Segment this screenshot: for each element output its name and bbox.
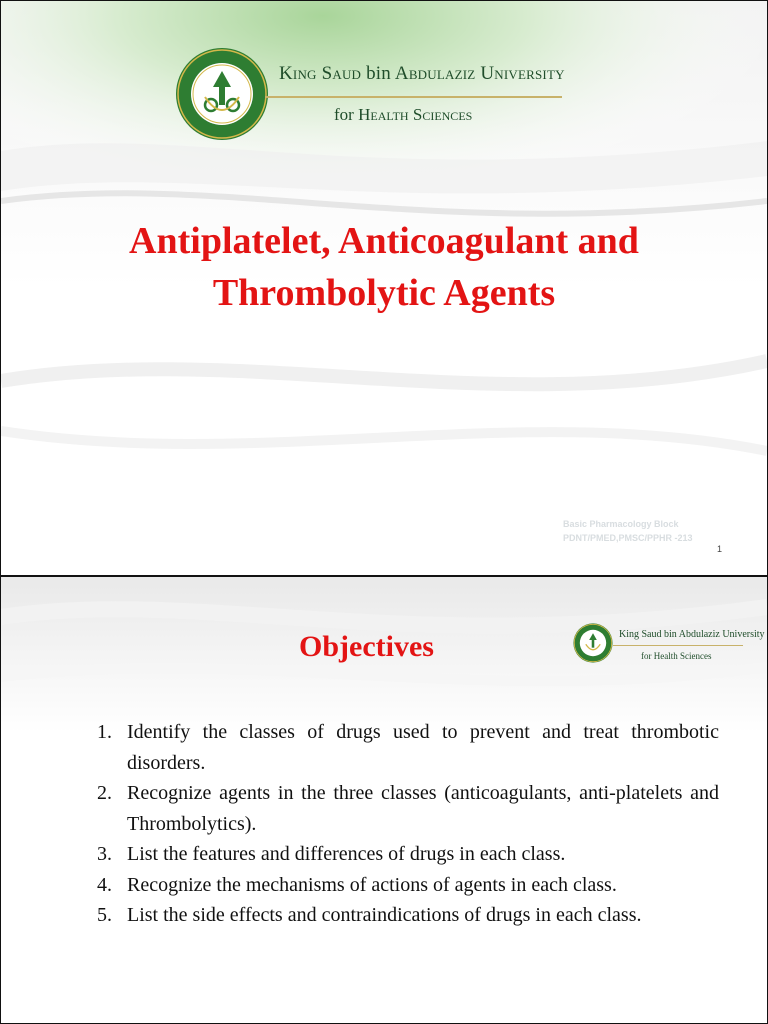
university-name-line1: King Saud bin Abdulaziz University (279, 63, 565, 84)
university-divider (265, 96, 562, 98)
item-number: 3. (97, 843, 112, 865)
item-text: Recognize the mechanisms of actions of agents in each class. (127, 873, 617, 896)
course-footer (563, 517, 693, 545)
course-codes: PDNT/PMED,PMSC/PPHR -213 (563, 533, 693, 543)
university-name-small-line2: for Health Sciences (641, 651, 712, 661)
list-item (97, 717, 719, 778)
objectives-slide (0, 576, 768, 1024)
title-line-2: Thrombolytic Agents (212, 272, 556, 314)
list-item (97, 778, 719, 839)
objectives-title: Objectives (299, 630, 434, 663)
university-name-small-line1: King Saud bin Abdulaziz University (619, 629, 765, 640)
slide-title (1, 215, 767, 319)
university-name-line2: for Health Sciences (334, 105, 473, 124)
university-seal (175, 47, 269, 141)
item-text: List the side effects and contraindications of drugs in each class. (127, 904, 642, 926)
item-text: Recognize agents in the three classes (anticoagulants, anti-platelets and Thrombolytics). (127, 782, 719, 835)
list-item (97, 870, 719, 901)
item-number: 4. (97, 873, 112, 896)
item-number: 2. (97, 782, 112, 804)
course-block-name: Basic Pharmacology Block (563, 519, 679, 529)
list-item (97, 900, 719, 931)
university-divider-small (613, 645, 743, 646)
item-text: List the features and differences of drugs in each class. (127, 843, 566, 865)
objectives-list (97, 717, 719, 931)
item-number: 5. (97, 904, 112, 926)
university-seal-small (573, 623, 613, 663)
list-item (97, 839, 719, 870)
slide-number: 1 (717, 544, 723, 554)
title-line-1: Antiplatelet, Anticoagulant and (129, 220, 639, 262)
item-text: Identify the classes of drugs used to prevent and treat thrombotic disorders. (127, 721, 719, 774)
item-number: 1. (97, 721, 112, 743)
